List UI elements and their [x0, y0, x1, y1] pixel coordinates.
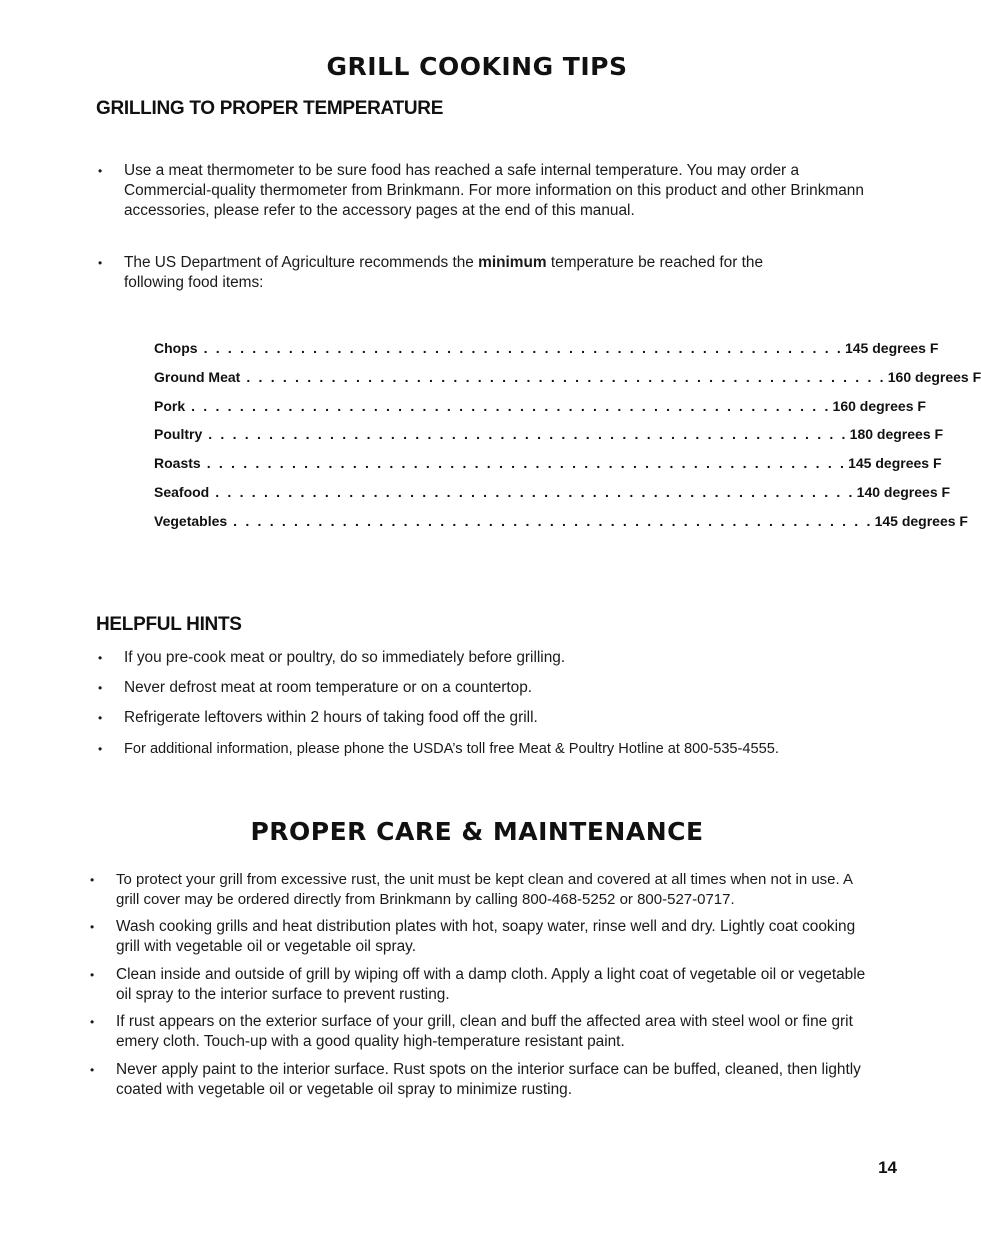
page-title: GRILL COOKING TIPS [326, 52, 628, 81]
hint-text: If you pre-cook meat or poultry, do so immediately before grilling. [124, 649, 566, 666]
bullet-marker: • [90, 873, 95, 887]
care-text: Never apply paint to the interior surface. Rust spots on the interior surface can be buffed, cleaned, then lightly coated with vegetable oil or vegetable oil spray to minimize rusting. [116, 1061, 861, 1098]
dot-leader: . . . . . . . . . . . . . . . . . . . . . . . . . . . . . . . . . . . . . . . . . . . . . . . . . . . . . [206, 455, 847, 472]
food-temp: 145 degrees F [844, 340, 939, 356]
food-temp: 180 degrees F [849, 426, 944, 443]
care-text: To protect your grill from excessive rust, the unit must be kept clean and covered at all times when not in use. A grill cover may be ordered directly from Brinkmann by calling 800-468-5252 or 800-527-0717. [116, 871, 853, 908]
dot-leader: . . . . . . . . . . . . . . . . . . . . . . . . . . . . . . . . . . . . . . . . . . . . . . . . . . . . . [215, 483, 855, 500]
hint-item [98, 648, 864, 668]
hint-text: For additional information, please phone the USDA’s toll free Meat & Poultry Hotline at 800-535-4555. [124, 741, 779, 757]
temperature-section-heading: GRILLING TO PROPER TEMPERATURE [96, 98, 444, 119]
hint-item [98, 678, 864, 698]
food-name: Seafood [154, 483, 210, 500]
thermometer-bullet [98, 161, 864, 221]
food-temp: 160 degrees F [832, 397, 926, 414]
food-temp: 145 degrees F [874, 512, 968, 529]
temp-row-ground-meat [154, 368, 981, 398]
bullet-marker: • [98, 164, 103, 178]
temp-row-poultry [154, 426, 944, 455]
care-text: Clean inside and outside of grill by wiping off with a damp cloth. Apply a light coat of vegetable oil or vegetable oil spray to the interior surface to prevent rusting. [116, 966, 866, 1003]
food-name: Chops [154, 340, 198, 356]
care-text: If rust appears on the exterior surface of your grill, clean and buff the affected area with steel wool or fine grit emery cloth. Touch-up with a good quality high-temperature resistant paint. [116, 1013, 853, 1050]
hint-item [98, 739, 864, 759]
temp-row-seafood [154, 483, 951, 513]
food-name: Pork [154, 397, 186, 414]
dot-leader: . . . . . . . . . . . . . . . . . . . . . . . . . . . . . . . . . . . . . . . . . . . . . . . . . . . . . [246, 368, 886, 385]
care-item [90, 870, 866, 910]
care-item [90, 1060, 866, 1100]
care-item [90, 965, 866, 1005]
bullet-marker: • [90, 968, 95, 982]
hint-text: Refrigerate leftovers within 2 hours of taking food off the grill. [124, 709, 538, 726]
food-temp: 160 degrees F [887, 368, 981, 385]
care-text: Wash cooking grills and heat distribution plates with hot, soapy water, rinse well and dry. Lightly coat cooking grill with vegetable oil or vegetable oil spray. [116, 918, 856, 955]
food-temp: 140 degrees F [856, 483, 951, 500]
food-name: Poultry [154, 426, 203, 443]
page-number: 14 [878, 1158, 897, 1177]
bullet-marker: • [98, 742, 103, 756]
thermometer-text: Use a meat thermometer to be sure food has reached a safe internal temperature. You may order a Commercial-quality thermometer from Brinkmann. For more information on this product and other Brinkmann accessories, please refer to the accessory pages at the end of this manual. [124, 162, 864, 219]
usda-text-after: temperature be reached for the following food items: [124, 254, 764, 291]
temp-row-chops [154, 340, 939, 369]
bullet-marker: • [98, 711, 103, 725]
dot-leader: . . . . . . . . . . . . . . . . . . . . . . . . . . . . . . . . . . . . . . . . . . . . . . . . . . . . . [191, 397, 831, 414]
dot-leader: . . . . . . . . . . . . . . . . . . . . . . . . . . . . . . . . . . . . . . . . . . . . . . . . . . . . . [203, 340, 843, 356]
bullet-marker: • [98, 681, 103, 695]
bullet-marker: • [98, 256, 103, 270]
dot-leader: . . . . . . . . . . . . . . . . . . . . . . . . . . . . . . . . . . . . . . . . . . . . . . . . . . . . . [208, 426, 848, 443]
bullet-marker: • [98, 651, 103, 665]
hint-item [98, 708, 864, 728]
helpful-hints-heading: HELPFUL HINTS [96, 614, 242, 635]
temp-row-vegetables [154, 512, 968, 542]
dot-leader: . . . . . . . . . . . . . . . . . . . . . . . . . . . . . . . . . . . . . . . . . . . . . . . . . . . . . [233, 512, 873, 529]
food-temp: 145 degrees F [848, 455, 942, 472]
usda-bullet [98, 253, 824, 293]
bullet-marker: • [90, 920, 95, 934]
food-name: Vegetables [154, 512, 228, 529]
food-name: Roasts [154, 455, 201, 472]
care-title: PROPER CARE & MAINTENANCE [250, 817, 704, 846]
care-item [90, 1012, 866, 1052]
care-item [90, 917, 866, 957]
temp-row-pork [154, 397, 926, 427]
bullet-marker: • [90, 1015, 95, 1029]
usda-text-bold: minimum [478, 254, 547, 271]
temp-row-roasts [154, 455, 942, 484]
food-name: Ground Meat [154, 368, 241, 385]
usda-text-before: The US Department of Agriculture recommends the [124, 254, 479, 271]
bullet-marker: • [90, 1063, 95, 1077]
temperature-table [154, 340, 981, 542]
hint-text: Never defrost meat at room temperature or on a countertop. [124, 679, 533, 696]
